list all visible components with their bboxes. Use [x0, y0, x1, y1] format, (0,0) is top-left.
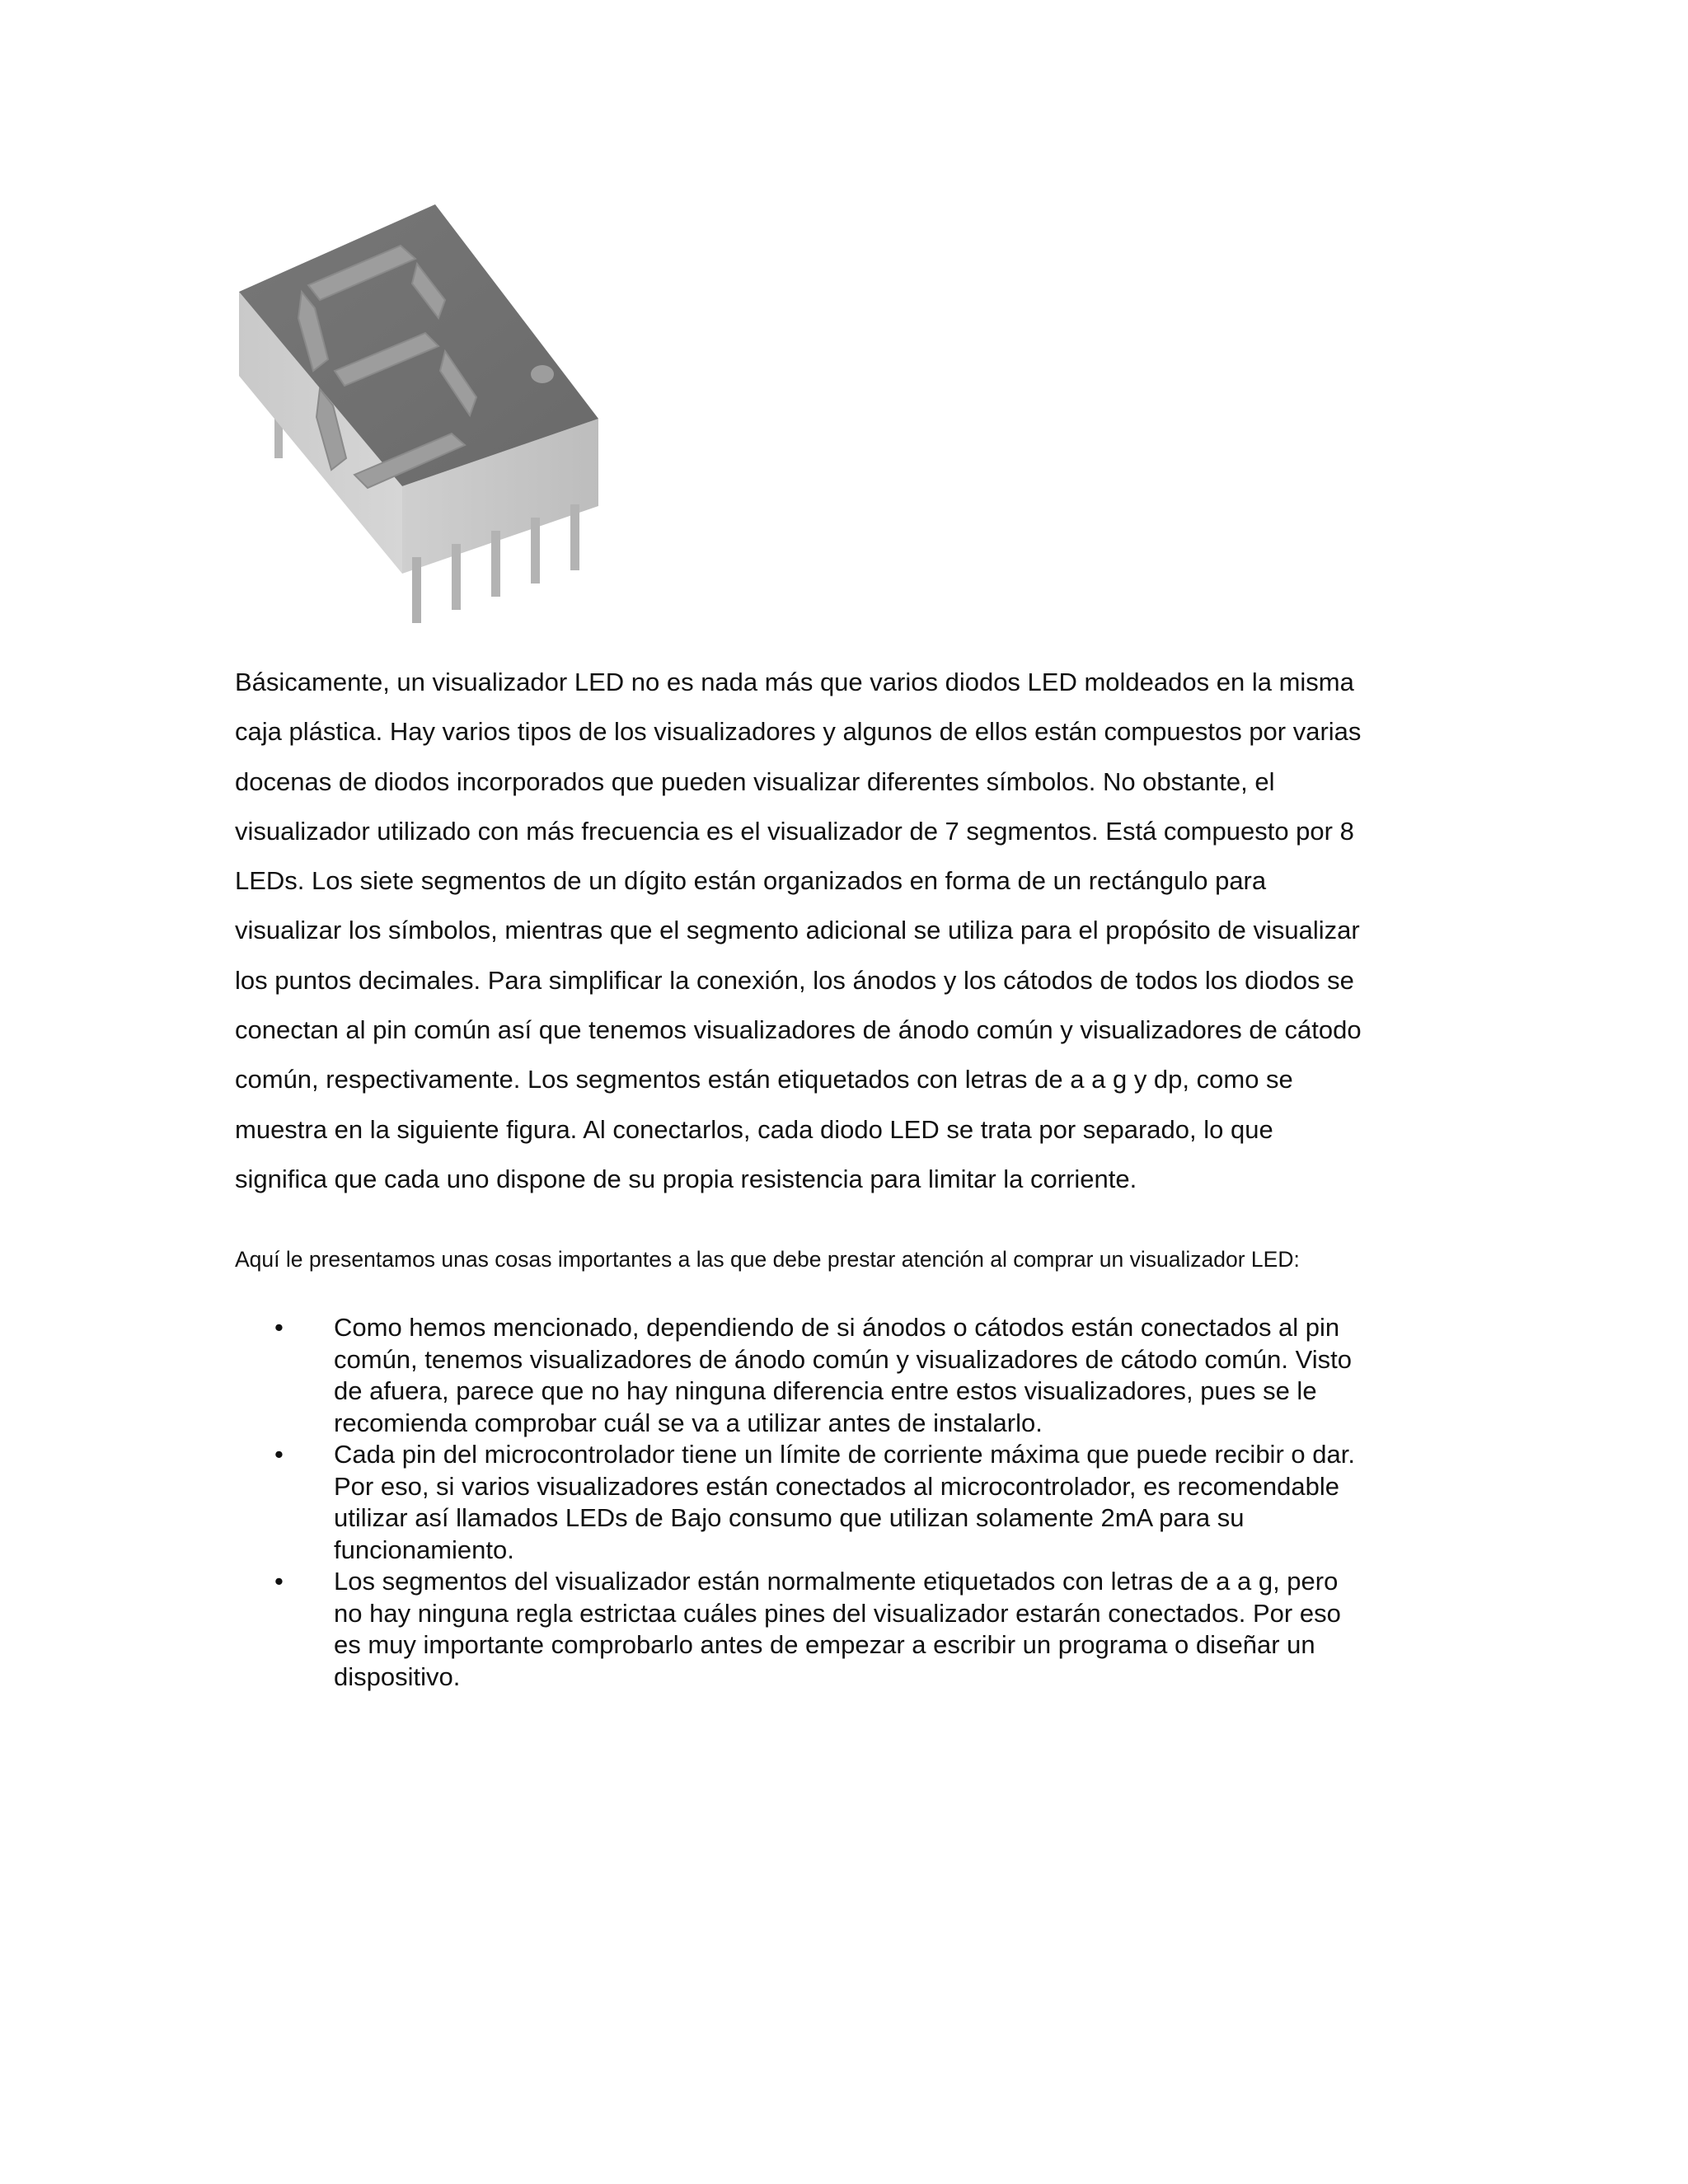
paragraph-line: LEDs. Los siete segmentos de un dígito están organizados en forma de un rectángulo para	[235, 866, 1267, 896]
list-item-line: dispositivo.	[334, 1661, 461, 1691]
paragraph-line: muestra en la siguiente figura. Al conectarlos, cada diodo LED se trata por separado, lo que	[235, 1114, 1273, 1144]
seven-segment-display-icon	[229, 194, 617, 631]
list-item-line: recomienda comprobar cuál se va a utilizar antes de instalarlo.	[334, 1408, 1043, 1437]
paragraph-line: conectan al pin común así que tenemos visualizadores de ánodo común y visualizadores de cátodo	[235, 1015, 1362, 1045]
paragraph-line: visualizador utilizado con más frecuencia es el visualizador de 7 segmentos. Está compuesto por 8	[235, 816, 1354, 846]
list-item-line: Cada pin del microcontrolador tiene un límite de corriente máxima que puede recibir o dar.	[334, 1440, 1355, 1469]
list-item-line: funcionamiento.	[334, 1535, 514, 1564]
paragraph-line: docenas de diodos incorporados que pueden visualizar diferentes símbolos. No obstante, el	[235, 766, 1275, 796]
bullet-icon: •	[274, 1440, 284, 1469]
intro-sentence: Aquí le presentamos unas cosas importantes a las que debe prestar atención al comprar un visualizador LED:	[235, 1247, 1300, 1272]
list-item-line: Los segmentos del visualizador están normalmente etiquetados con letras de a a g, pero	[334, 1567, 1339, 1596]
paragraph-line: significa que cada uno dispone de su propia resistencia para limitar la corriente.	[235, 1164, 1137, 1193]
paragraph-line: caja plástica. Hay varios tipos de los visualizadores y algunos de ellos están compuestos por varias	[235, 717, 1362, 747]
body-paragraph	[235, 658, 1471, 1204]
list-item	[235, 1566, 1471, 1693]
bullet-icon: •	[274, 1567, 284, 1596]
list-item-line: de afuera, parece que no hay ninguna diferencia entre estos visualizadores, pues se le	[334, 1376, 1317, 1405]
list-item-line: común, tenemos visualizadores de ánodo común y visualizadores de cátodo común. Visto	[334, 1344, 1352, 1374]
paragraph-line: visualizar los símbolos, mientras que el segmento adicional se utiliza para el propósito de visualizar	[235, 916, 1360, 945]
list-item-line: es muy importante comprobarlo antes de empezar a escribir un programa o diseñar un	[334, 1630, 1315, 1659]
bullet-list	[235, 1312, 1471, 1693]
paragraph-line: común, respectivamente. Los segmentos están etiquetados con letras de a a g y dp, como se	[235, 1065, 1293, 1094]
paragraph-line: los puntos decimales. Para simplificar la conexión, los ánodos y los cátodos de todos los diodos se	[235, 965, 1354, 995]
list-item-line: no hay ninguna regla estrictaa cuáles pines del visualizador estarán conectados. Por eso	[334, 1598, 1341, 1628]
list-item	[235, 1312, 1471, 1439]
list-item-line: Por eso, si varios visualizadores están conectados al microcontrolador, es recomendable	[334, 1471, 1339, 1501]
list-item-line: utilizar así llamados LEDs de Bajo consumo que utilizan solamente 2mA para su	[334, 1503, 1245, 1532]
paragraph-line: Básicamente, un visualizador LED no es nada más que varios diodos LED moldeados en la misma	[235, 668, 1354, 696]
list-item	[235, 1439, 1471, 1566]
bullet-icon: •	[274, 1313, 284, 1342]
list-item-line: Como hemos mencionado, dependiendo de si ánodos o cátodos están conectados al pin	[334, 1313, 1340, 1342]
